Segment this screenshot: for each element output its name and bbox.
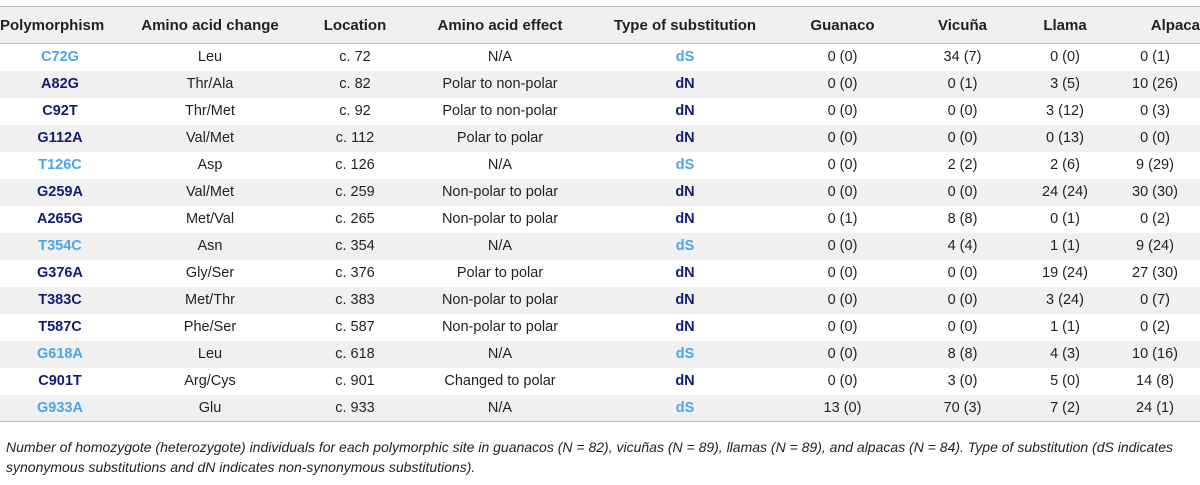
- cell-llama: 3 (5): [1050, 76, 1080, 92]
- header-amino-acid-change: Amino acid change: [120, 7, 300, 44]
- cell-location: c. 618: [335, 346, 375, 362]
- cell-polymorphism: G259A: [37, 184, 83, 200]
- cell-llama: 0 (0): [1050, 49, 1080, 66]
- cell-vicuna: 0 (1): [947, 76, 978, 92]
- cell-vicuna: 3 (0): [947, 373, 978, 389]
- cell-llama: 0 (1): [1050, 211, 1080, 227]
- cell-polymorphism: T126C: [38, 157, 82, 173]
- cell-amino-acid-change: Asn: [197, 238, 223, 254]
- cell-amino-acid-effect: Polar to non-polar: [442, 103, 558, 119]
- cell-guanaco: 13 (0): [780, 395, 905, 422]
- cell-location: c. 376: [335, 265, 375, 281]
- cell-llama: 4 (3): [1050, 346, 1080, 362]
- cell-alpaca: 9 (29): [1136, 157, 1174, 173]
- cell-amino-acid-effect: Polar to polar: [456, 130, 544, 146]
- cell-vicuna: 2 (2): [947, 157, 978, 173]
- cell-llama: 3 (24): [1046, 292, 1084, 308]
- cell-type-of-substitution: dN: [675, 103, 695, 119]
- header-alpaca: Alpaca: [1110, 7, 1200, 44]
- cell-alpaca: 0 (2): [1140, 319, 1170, 335]
- table-row: [0, 395, 1200, 422]
- cell-polymorphism: G933A: [0, 395, 120, 422]
- cell-type-of-substitution: dN: [675, 130, 695, 146]
- cell-polymorphism: A265G: [37, 211, 83, 227]
- cell-guanaco: 0 (0): [827, 265, 858, 281]
- cell-guanaco: 0 (0): [827, 157, 858, 173]
- cell-llama: 7 (2): [1020, 395, 1110, 422]
- cell-amino-acid-change: Leu: [197, 346, 223, 362]
- cell-amino-acid-effect: N/A: [487, 157, 513, 173]
- cell-location: c. 72: [339, 49, 371, 66]
- cell-amino-acid-change: Met/Thr: [185, 292, 235, 308]
- cell-vicuna: 34 (7): [943, 49, 982, 66]
- table-row: [0, 98, 1200, 125]
- header-vicuna: Vicuña: [905, 7, 1020, 44]
- cell-guanaco: 0 (0): [827, 346, 858, 362]
- cell-guanaco: 0 (0): [827, 49, 858, 66]
- cell-amino-acid-change: Leu: [197, 49, 223, 66]
- cell-type-of-substitution: dS: [675, 238, 695, 254]
- cell-polymorphism: T587C: [38, 319, 82, 335]
- cell-amino-acid-effect: N/A: [410, 395, 590, 422]
- cell-location: c. 933: [300, 395, 410, 422]
- cell-type-of-substitution: dN: [675, 373, 695, 389]
- table-row: [0, 152, 1200, 179]
- cell-alpaca: 0 (1): [1140, 49, 1170, 66]
- cell-type-of-substitution: dS: [675, 49, 695, 66]
- cell-type-of-substitution: dS: [675, 346, 695, 362]
- header-amino-acid-effect: Amino acid effect: [410, 7, 590, 44]
- cell-amino-acid-effect: Non-polar to polar: [441, 211, 559, 227]
- cell-polymorphism: T383C: [38, 292, 82, 308]
- cell-alpaca: 0 (0): [1140, 130, 1170, 146]
- cell-amino-acid-change: Val/Met: [185, 130, 235, 146]
- cell-vicuna: 0 (0): [947, 292, 978, 308]
- table-row: [0, 44, 1200, 71]
- cell-location: c. 383: [335, 292, 375, 308]
- cell-amino-acid-effect: N/A: [487, 49, 513, 66]
- cell-amino-acid-effect: Non-polar to polar: [441, 319, 559, 335]
- header-type-of-substitution: Type of substitution: [590, 7, 780, 44]
- table-row: [0, 260, 1200, 287]
- cell-llama: 5 (0): [1050, 373, 1080, 389]
- cell-type-of-substitution: dN: [675, 292, 695, 308]
- cell-amino-acid-effect: Non-polar to polar: [441, 184, 559, 200]
- table-row: [0, 368, 1200, 395]
- cell-amino-acid-change: Gly/Ser: [185, 265, 235, 281]
- cell-llama: 1 (1): [1050, 238, 1080, 254]
- cell-amino-acid-change: Thr/Met: [185, 103, 235, 119]
- cell-alpaca: 0 (3): [1140, 103, 1170, 119]
- cell-vicuna: 0 (0): [947, 319, 978, 335]
- cell-location: c. 92: [339, 103, 371, 119]
- cell-llama: 0 (13): [1046, 130, 1084, 146]
- header-llama: Llama: [1020, 7, 1110, 44]
- polymorphism-table: [0, 6, 1200, 422]
- cell-llama: 24 (24): [1042, 184, 1088, 200]
- cell-amino-acid-change: Thr/Ala: [186, 76, 234, 92]
- cell-location: c. 901: [335, 373, 375, 389]
- cell-alpaca: 0 (2): [1140, 211, 1170, 227]
- table-row: [0, 341, 1200, 368]
- table-header-row: [0, 7, 1200, 44]
- table-row: [0, 314, 1200, 341]
- cell-amino-acid-effect: Changed to polar: [444, 373, 556, 389]
- header-guanaco: Guanaco: [780, 7, 905, 44]
- table-footnote: Number of homozygote (heterozygote) individuals for each polymorphic site in guanacos (N = 82), vicuñas (N = 89), llamas (N = 89), and alpacas (N = 84). Type of substitution (dS indicates synonymous substitutions and dN indicates non-synonymous substitutions).: [6, 439, 1173, 475]
- cell-type-of-substitution: dN: [675, 76, 695, 92]
- cell-type-of-substitution: dN: [675, 319, 695, 335]
- header-polymorphism: Polymorphism: [0, 7, 120, 44]
- table-row: [0, 125, 1200, 152]
- cell-alpaca: 9 (24): [1136, 238, 1174, 254]
- cell-polymorphism: G618A: [37, 346, 83, 362]
- cell-amino-acid-change: Phe/Ser: [183, 319, 237, 335]
- table-body: [0, 44, 1200, 422]
- cell-alpaca: 24 (1): [1110, 395, 1200, 422]
- cell-polymorphism: C72G: [41, 49, 79, 66]
- cell-location: c. 126: [335, 157, 375, 173]
- cell-type-of-substitution: dN: [675, 211, 695, 227]
- table-row: [0, 71, 1200, 98]
- cell-polymorphism: T354C: [38, 238, 82, 254]
- cell-vicuna: 8 (8): [947, 346, 978, 362]
- cell-alpaca: 0 (7): [1140, 292, 1170, 308]
- cell-vicuna: 0 (0): [947, 103, 978, 119]
- cell-polymorphism: C901T: [38, 373, 82, 389]
- cell-location: c. 587: [335, 319, 375, 335]
- cell-guanaco: 0 (0): [827, 103, 858, 119]
- cell-guanaco: 0 (1): [827, 211, 858, 227]
- cell-type-of-substitution: dN: [675, 265, 695, 281]
- table-row: [0, 206, 1200, 233]
- cell-llama: 1 (1): [1050, 319, 1080, 335]
- cell-vicuna: 70 (3): [905, 395, 1020, 422]
- cell-type-of-substitution: dN: [675, 184, 695, 200]
- cell-guanaco: 0 (0): [827, 130, 858, 146]
- cell-polymorphism: G376A: [37, 265, 83, 281]
- cell-location: c. 265: [335, 211, 375, 227]
- cell-type-of-substitution: dS: [590, 395, 780, 422]
- cell-amino-acid-effect: N/A: [487, 238, 513, 254]
- cell-amino-acid-effect: N/A: [487, 346, 513, 362]
- cell-amino-acid-change: Arg/Cys: [184, 373, 236, 389]
- cell-vicuna: 0 (0): [947, 130, 978, 146]
- cell-amino-acid-change: Asp: [197, 157, 223, 173]
- cell-llama: 3 (12): [1046, 103, 1084, 119]
- cell-polymorphism: A82G: [41, 76, 79, 92]
- cell-vicuna: 8 (8): [947, 211, 978, 227]
- cell-location: c. 82: [339, 76, 371, 92]
- cell-amino-acid-effect: Polar to polar: [456, 265, 544, 281]
- header-location: Location: [300, 7, 410, 44]
- cell-location: c. 259: [335, 184, 375, 200]
- cell-llama: 19 (24): [1042, 265, 1088, 281]
- cell-type-of-substitution: dS: [675, 157, 695, 173]
- cell-alpaca: 30 (30): [1132, 184, 1178, 200]
- table-row: [0, 287, 1200, 314]
- cell-location: c. 354: [335, 238, 375, 254]
- cell-guanaco: 0 (0): [827, 373, 858, 389]
- cell-amino-acid-change: Met/Val: [185, 211, 235, 227]
- cell-guanaco: 0 (0): [827, 319, 858, 335]
- cell-llama: 2 (6): [1050, 157, 1080, 173]
- cell-location: c. 112: [335, 130, 375, 146]
- cell-vicuna: 0 (0): [947, 184, 978, 200]
- cell-guanaco: 0 (0): [827, 184, 858, 200]
- cell-alpaca: 10 (26): [1132, 76, 1178, 92]
- cell-amino-acid-effect: Polar to non-polar: [442, 76, 558, 92]
- cell-guanaco: 0 (0): [827, 76, 858, 92]
- cell-alpaca: 10 (16): [1132, 346, 1178, 362]
- cell-amino-acid-change: Glu: [120, 395, 300, 422]
- cell-amino-acid-change: Val/Met: [185, 184, 235, 200]
- cell-vicuna: 4 (4): [947, 238, 978, 254]
- cell-amino-acid-effect: Non-polar to polar: [441, 292, 559, 308]
- cell-alpaca: 27 (30): [1132, 265, 1178, 281]
- cell-polymorphism: C92T: [42, 103, 78, 119]
- table-row: [0, 179, 1200, 206]
- cell-alpaca: 14 (8): [1136, 373, 1174, 389]
- cell-polymorphism: G112A: [37, 130, 83, 146]
- table-row: [0, 233, 1200, 260]
- cell-guanaco: 0 (0): [827, 238, 858, 254]
- cell-guanaco: 0 (0): [827, 292, 858, 308]
- cell-vicuna: 0 (0): [947, 265, 978, 281]
